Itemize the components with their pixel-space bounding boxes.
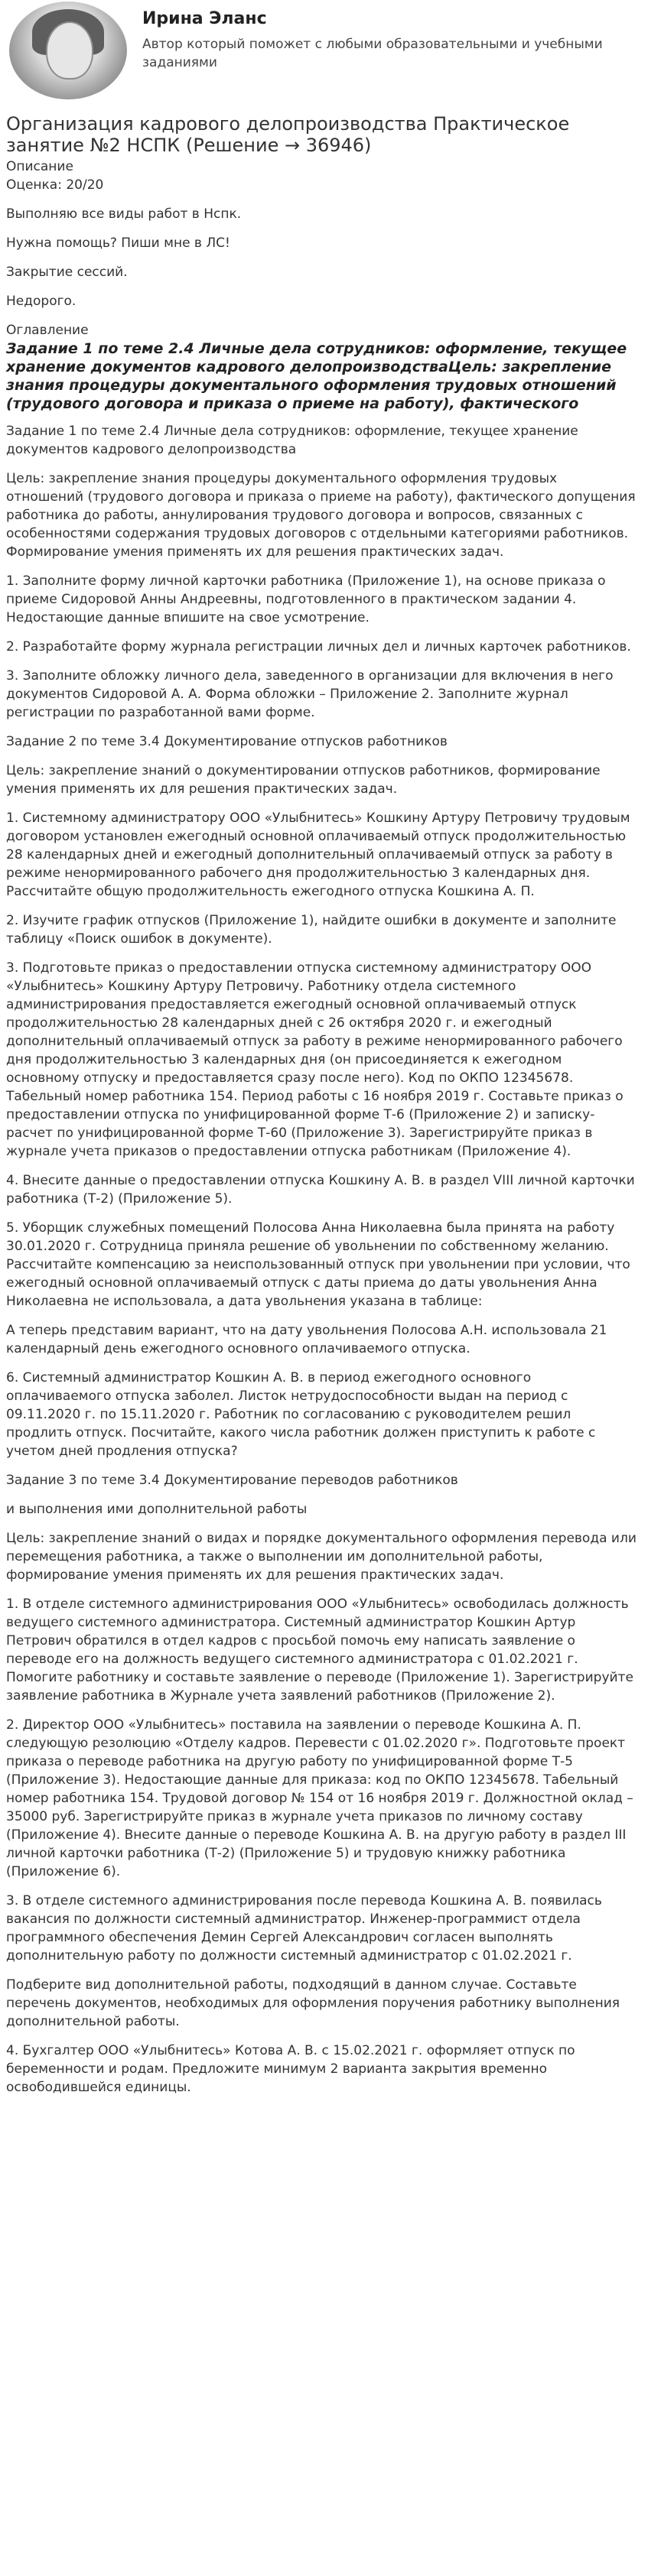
paragraph: Задание 3 по теме 3.4 Документирование переводов работников bbox=[6, 1473, 458, 1488]
paragraph: 3. В отделе системного администрирования после перевода Кошкина А. В. появилась вакансия по должности системный администратор. Инженер-программист отдела программного обеспечения Демин Сергей Александрович согласен выполнять дополнительную работу по должности системный администратор с 01.02.2021 г. bbox=[6, 1893, 602, 1964]
paragraph: 2. Изучите график отпусков (Приложение 1), найдите ошибки в документе и заполните таблицу «Поиск ошибок в документе). bbox=[6, 913, 617, 947]
grade: Оценка: 20/20 bbox=[6, 177, 104, 193]
paragraph: Цель: закрепление знаний о документировании отпусков работников, формирование умения применять их для решения практических задач. bbox=[6, 763, 601, 797]
main-content bbox=[6, 113, 638, 2107]
paragraph: 4. Внесите данные о предоставлении отпуска Кошкину А. В. в раздел VIII личной карточки работника (Т-2) (Приложение 5). bbox=[6, 1173, 635, 1207]
paragraph: Цель: закрепление знаний о видах и порядке документального оформления перевода или перемещения работника, а также о выполнении им дополнительной работы, формирование умения применять их для решения практических задач. bbox=[6, 1531, 637, 1583]
page-title: Организация кадрового делопроизводства Практическое занятие №2 НСПК (Решение → 36946) bbox=[6, 113, 570, 156]
intro-line: Выполняю все виды работ в Нспк. bbox=[6, 206, 242, 222]
paragraph: и выполнения ими дополнительной работы bbox=[6, 1502, 308, 1517]
paragraph: 4. Бухгалтер ООО «Улыбнитесь» Котова А. В. с 15.02.2021 г. оформляет отпуск по беременности и родам. Предложите минимум 2 варианта закрытия временно освободившейся единицы. bbox=[6, 2043, 575, 2095]
intro-line: Недорого. bbox=[6, 294, 77, 309]
toc-heading: Задание 1 по теме 2.4 Личные дела сотрудников: оформление, текущее хранение документов кадрового делопроизводстваЦель: закрепление знания процедуры документального оформления трудовых отношений (трудового договора и приказа о приеме на работу), фактического bbox=[6, 340, 627, 412]
paragraph: 1. Заполните форму личной карточки работника (Приложение 1), на основе приказа о приеме Сидоровой Анны Андреевны, подготовленного в практическом задании 4. Недостающие данные впишите на свое усмотрение. bbox=[6, 573, 606, 625]
paragraph: 5. Уборщик служебных помещений Полосова Анна Николаевна была принята на работу 30.01.2020 г. Сотрудница приняла решение об увольнении по собственному желанию. Рассчитайте компенсацию за неиспользованный отпуск при увольнении при условии, что ежегодный основной оплачиваемый отпуск с даты приема до даты увольнения Анна Николаевна не использовала, а дата увольнения указана в таблице: bbox=[6, 1220, 630, 1309]
paragraph: 3. Заполните обложку личного дела, заведенного в организации для включения в него документов Сидоровой А. А. Форма обложки – Приложение 2. Заполните журнал регистрации по разработанной вами форме. bbox=[6, 668, 614, 720]
paragraph: 2. Разработайте форму журнала регистрации личных дел и личных карточек работников. bbox=[6, 639, 631, 655]
toc-label: Оглавление bbox=[6, 323, 89, 338]
paragraph: Цель: закрепление знания процедуры документального оформления трудовых отношений (трудового договора и приказа о приеме на работу), фактического допущения работника до работы, аннулирования трудового договора и вопросов, связанных с особенностями содержания трудовых договоров с отдельными категориями работников. Формирование умения применять их для решения практических задач. bbox=[6, 471, 636, 560]
intro-line: Закрытие сессий. bbox=[6, 265, 128, 280]
paragraph: 3. Подготовьте приказ о предоставлении отпуска системному администратору ООО «Улыбнитесь» Кошкину Артуру Петровичу. Работнику отдела системного администрирования предоставляется ежегодный основной оплачиваемый отпуск продолжительностью 28 календарных дней с 26 октября 2020 г. и ежегодный дополнительный оплачиваемый отпуск за работу в режиме ненормированного рабочего дня продолжительностью 3 календарных дня (он присоединяется к ежегодном основному отпуску и предоставляется сразу после него). Код по ОКПО 12345678. Табельный номер работника 154. Период работы с 16 ноября 2019 г. Составьте приказ о предоставлении отпуска по унифицированной форме Т-6 (Приложение 2) и записку-расчет по унифицированной форме Т-60 (Приложение 3). Зарегистрируйте приказ в журнале учета приказов о предоставлении отпуска работникам (Приложение 4). bbox=[6, 960, 624, 1159]
paragraph: 6. Системный администратор Кошкин А. В. в период ежегодного основного оплачиваемого отпуска заболел. Листок нетрудоспособности выдан на период с 09.11.2020 г. по 15.11.2020 г. Работник по согласованию с руководителем решил продлить отпуск. Посчитайте, какого числа работник должен приступить к работе с учетом дней продления отпуска? bbox=[6, 1370, 596, 1459]
description-label: Описание bbox=[6, 159, 73, 174]
author-name-link[interactable]: Ирина Эланс bbox=[142, 9, 267, 28]
paragraph: Подберите вид дополнительной работы, подходящий в данном случае. Составьте перечень документов, необходимых для оформления поручения работнику выполнения дополнительной работы. bbox=[6, 1977, 620, 2029]
paragraph: А теперь представим вариант, что на дату увольнения Полосова А.Н. использовала 21 календарный день ежегодного основного оплачиваемого отпуска. bbox=[6, 1323, 607, 1356]
avatar-face bbox=[46, 21, 93, 80]
paragraph: Задание 1 по теме 2.4 Личные дела сотрудников: оформление, текущее хранение документов кадрового делопроизводства bbox=[6, 424, 578, 457]
paragraph: 1. Системному администратору ООО «Улыбнитесь» Кошкину Артуру Петровичу трудовым договором установлен ежегодный основной оплачиваемый отпуск продолжительностью 28 календарных дней и ежегодный дополнительный оплачиваемый отпуск за работу в режиме ненормированного рабочего дня продолжительностью 3 календарных дня. Рассчитайте общую продолжительность ежегодного отпуска Кошкина А. П. bbox=[6, 810, 630, 899]
paragraph: 1. В отделе системного администрирования ООО «Улыбнитесь» освободилась должность ведущего системного администратора. Системный администратор Кошкин Артур Петрович обратился в отдел кадров с просьбой помочь ему написать заявление о переводе его на должность ведущего системного администратора с 01.02.2021 г. Помогите работнику и составьте заявление о переводе (Приложение 1). Зарегистрируйте заявление работника в Журнале учета заявлений работников (Приложение 2). bbox=[6, 1597, 633, 1704]
author-card bbox=[8, 0, 643, 107]
author-description: Автор который поможет с любыми образовательными и учебными заданиями bbox=[142, 37, 603, 70]
paragraph: Задание 2 по теме 3.4 Документирование отпусков работников bbox=[6, 734, 448, 749]
author-avatar[interactable] bbox=[9, 2, 127, 99]
intro-line: Нужна помощь? Пиши мне в ЛС! bbox=[6, 236, 230, 251]
paragraph: 2. Директор ООО «Улыбнитесь» поставила на заявлении о переводе Кошкина А. П. следующую резолюцию «Отделу кадров. Перевести с 01.02.2020 г». Подготовьте проект приказа о переводе работника на другую работу по унифицированной форме Т-5 (Приложение 3). Недостающие данные для приказа: код по ОКПО 12345678. Табельный номер работника 154. Трудовой договор № 154 от 16 ноября 2019 г. Должностной оклад – 35000 руб. Зарегистрируйте приказ в журнале учета приказов по личному составу (Приложение 4). Внесите данные о переводе Кошкина А. В. на другую работу в раздел III личной карточки работника (Т-2) (Приложение 5) и трудовую книжку работника (Приложение 6). bbox=[6, 1717, 633, 1879]
